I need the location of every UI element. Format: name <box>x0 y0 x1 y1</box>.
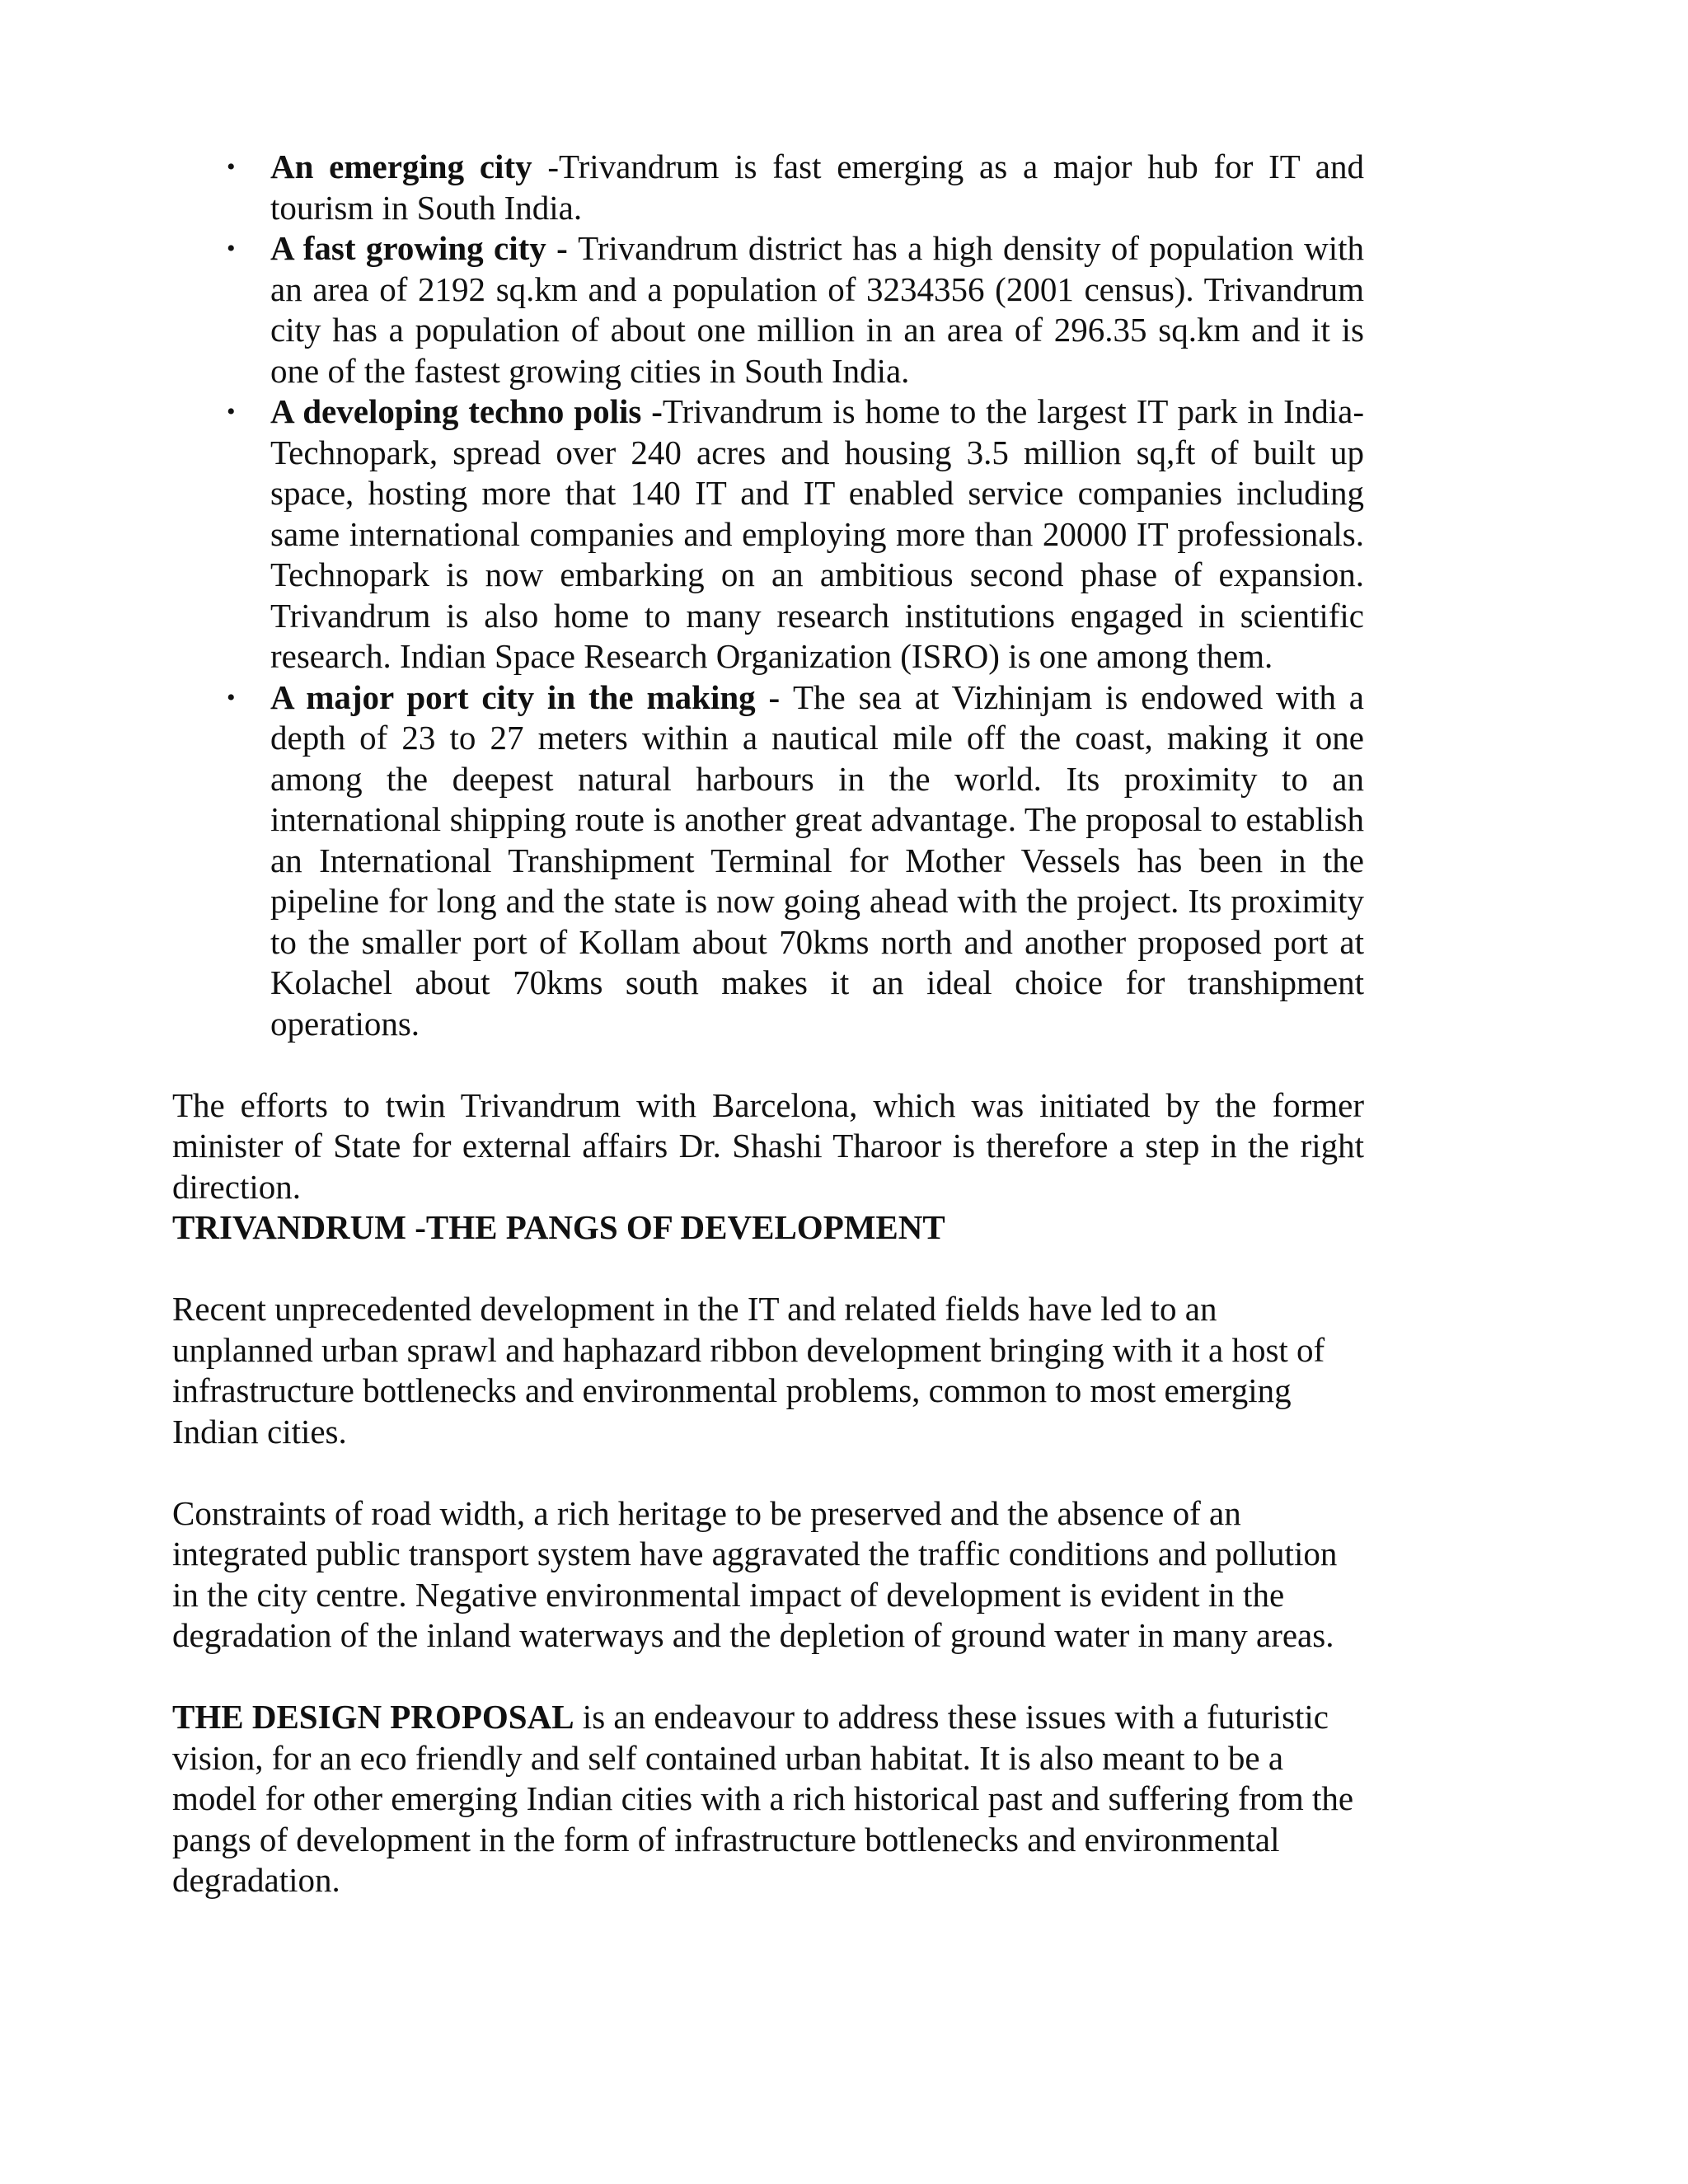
twinning-paragraph: The efforts to twin Trivandrum with Barcelona, which was initiated by the former minister of State for external affairs Dr. Shashi Tharoor is therefore a step in the right direction. <box>172 1085 1364 1206</box>
design-proposal-paragraph <box>172 1697 1364 1901</box>
constraints-paragraph: Constraints of road width, a rich heritage to be preserved and the absence of an integrated public transport system have aggravated the traffic conditions and pollution in the city centre. Negative environmental impact of development is evident in the degradation of the inland waterways and the depletion of ground water in many areas. <box>172 1493 1338 1654</box>
section-heading-text: TRIVANDRUM -THE PANGS OF DEVELOPMENT <box>172 1208 945 1246</box>
bullet-text: The sea at Vizhinjam is endowed with a depth of 23 to 27 meters within a nautical mile off the coast, making it one among the deepest natural harbours in the world. Its proximity to an international shipping route is another great advantage. The proposal to establish an International Transhipment Terminal for Mother Vessels has been in the pipeline for long and the state is now going ahead with the project. Its proximity to the smaller port of Kollam about 70kms north and another proposed port at Kolachel about 70kms south makes it an ideal choice for transhipment operations. <box>270 677 1364 1043</box>
bullet-lead: An emerging city <box>270 148 532 185</box>
feature-bullet-list <box>172 147 1364 1044</box>
bullet-item-fast-growing-city <box>172 228 1364 391</box>
spacer <box>172 1044 1364 1085</box>
design-proposal-text: is an endeavour to address these issues with a futuristic vision, for an eco friendly and self contained urban habitat. It is also meant to be a model for other emerging Indian cities with a rich historical past and suffering from the pangs of development in the form of infrastructure bottlenecks and environmental degradation. <box>172 1698 1354 1899</box>
bullet-lead: A major port city in the making - <box>270 677 794 716</box>
bullet-icon: • <box>227 235 236 262</box>
spacer <box>172 1249 1364 1290</box>
bullet-item-techno-polis <box>172 391 1364 677</box>
bullet-lead: A developing techno polis - <box>270 392 663 430</box>
document-page <box>172 147 1364 1901</box>
bullet-item-emerging-city <box>172 147 1364 228</box>
bullet-text: -Trivandrum is fast emerging as a major hub for IT and tourism in South India. <box>270 148 1365 227</box>
spacer <box>172 1657 1364 1698</box>
design-proposal-lead: THE DESIGN PROPOSAL <box>172 1698 574 1736</box>
section-heading <box>172 1207 1364 1249</box>
bullet-item-port-city <box>172 677 1364 1045</box>
spacer <box>172 1452 1364 1493</box>
bullet-icon: • <box>227 398 236 425</box>
bullet-text: Trivandrum district has a high density of population with an area of 2192 sq.km and a population of 3234356 (2001 census). Trivandrum city has a population of about one million in an area of 296.35 sq.km and it is one of the fastest growing cities in South India. <box>270 229 1364 390</box>
development-paragraph: Recent unprecedented development in the IT and related fields have led to an unplanned urban sprawl and haphazard ribbon development bringing with it a host of infrastructure bottlenecks and environmental problems, common to most emerging Indian cities. <box>172 1290 1325 1451</box>
bullet-text: Trivandrum is home to the largest IT park in India- Technopark, spread over 240 acres and housing 3.5 million sq,ft of built up space, hosting more that 140 IT and IT enabled service companies including same international companies and employing more than 20000 IT professionals. Technopark is now embarking on an ambitious second phase of expansion. Trivandrum is also home to many research institutions engaged in scientific research. Indian Space Research Organization (ISRO) is one among them. <box>270 392 1364 675</box>
bullet-icon: • <box>227 683 236 711</box>
bullet-lead: A fast growing city - <box>270 229 579 267</box>
bullet-icon: • <box>227 153 236 180</box>
